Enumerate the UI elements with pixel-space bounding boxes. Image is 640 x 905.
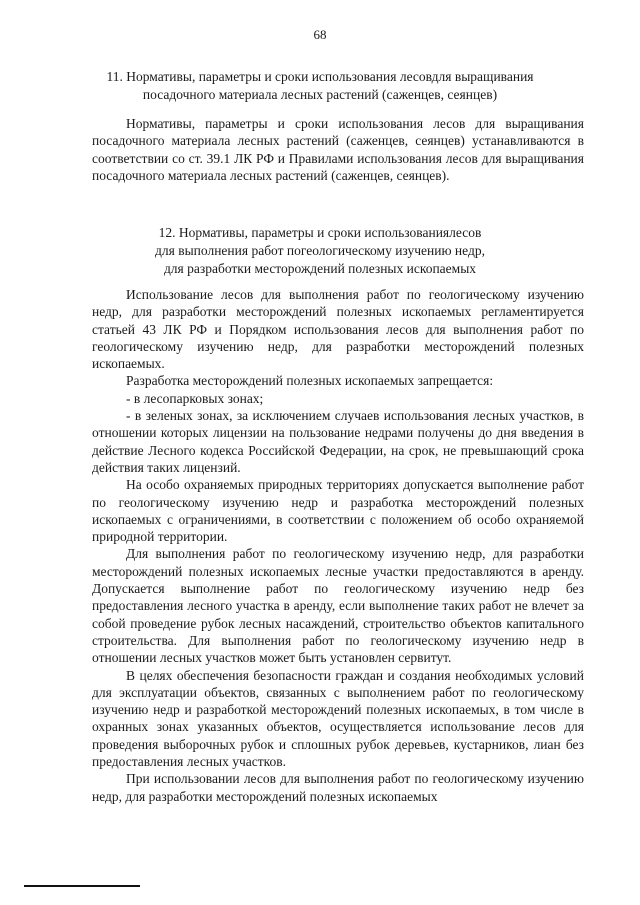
paragraph: Нормативы, параметры и сроки использования лесов для выращивания посадочного материала лесных растений (саженцев, сеянцев) устанавливаются в соответствии со ст. 39.1 ЛК РФ и Правилами использования лесов для выращивания посадочного материала лесных растений (саженцев, сеянцев).	[92, 116, 584, 183]
section-12-title-line: для разработки месторождений полезных ископаемых	[163, 261, 477, 276]
section-11-title-line: 11. Нормативы, параметры и сроки использования лесовдля выращивания	[106, 69, 534, 84]
page-number: 68	[313, 27, 327, 42]
section-12-title-line: для выполнения работ погеологическому изучению недр,	[155, 243, 485, 258]
paragraph: Для выполнения работ по геологическому изучению недр, для разработки месторождений полезных ископаемых лесные участки предоставляются в аренду. Допускается выполнение работ по геологическому изучению недр без предоставления лесного участка в аренду, если выполнение таких работ не влечет за собой проведение рубок лесных насаждений, строительство объектов капитального строительства. Для выполнения работ по геологическому изучению недр в отношении лесных участков может быть установлен сервитут.	[92, 546, 584, 666]
section-11-body	[92, 115, 584, 184]
paragraph: Использование лесов для выполнения работ по геологическому изучению недр, для разработки месторождений полезных ископаемых регламентируется статьей 43 ЛК РФ и Порядком использования лесов для выполнения работ по геологическому изучению недр, для разработки месторождений полезных ископаемых.	[92, 287, 584, 372]
section-11-title	[60, 68, 580, 104]
footer-rule	[24, 885, 140, 887]
section-12-title	[60, 224, 580, 278]
paragraph: На особо охраняемых природных территориях допускается выполнение работ по геологическому изучению недр и разработка месторождений полезных ископаемых с ограничениями, в соответствии с положением об особо охраняемой природной территории.	[92, 477, 584, 545]
paragraph: В целях обеспечения безопасности граждан и создания необходимых условий для эксплуатации объектов, связанных с выполнением работ по геологическому изучению недр и разработкой месторождений полезных ископаемых, в том числе в охранных зонах указанных объектов, осуществляется использование лесов для проведения выборочных рубок и сплошных рубок деревьев, кустарников, лиан без предоставления лесных участков.	[92, 667, 584, 770]
paragraph: При использовании лесов для выполнения работ по геологическому изучению недр, для разработки месторождений полезных ископаемых	[92, 771, 584, 804]
list-item: - в зеленых зонах, за исключением случаев использования лесных участков, в отношении которых лицензии на пользование недрами получены до дня введения в действие Лесного кодекса Российской Федерации, на срок, не превышающий срока действия таких лицензий.	[92, 408, 584, 475]
section-12-title-line: 12. Нормативы, параметры и сроки использованиялесов	[158, 225, 482, 240]
paragraph: Разработка месторождений полезных ископаемых запрещается:	[126, 373, 494, 389]
section-12-body	[92, 286, 584, 805]
section-11-title-line: посадочного материала лесных растений (саженцев, сеянцев)	[142, 87, 498, 102]
list-item: - в лесопарковых зонах;	[126, 390, 264, 406]
